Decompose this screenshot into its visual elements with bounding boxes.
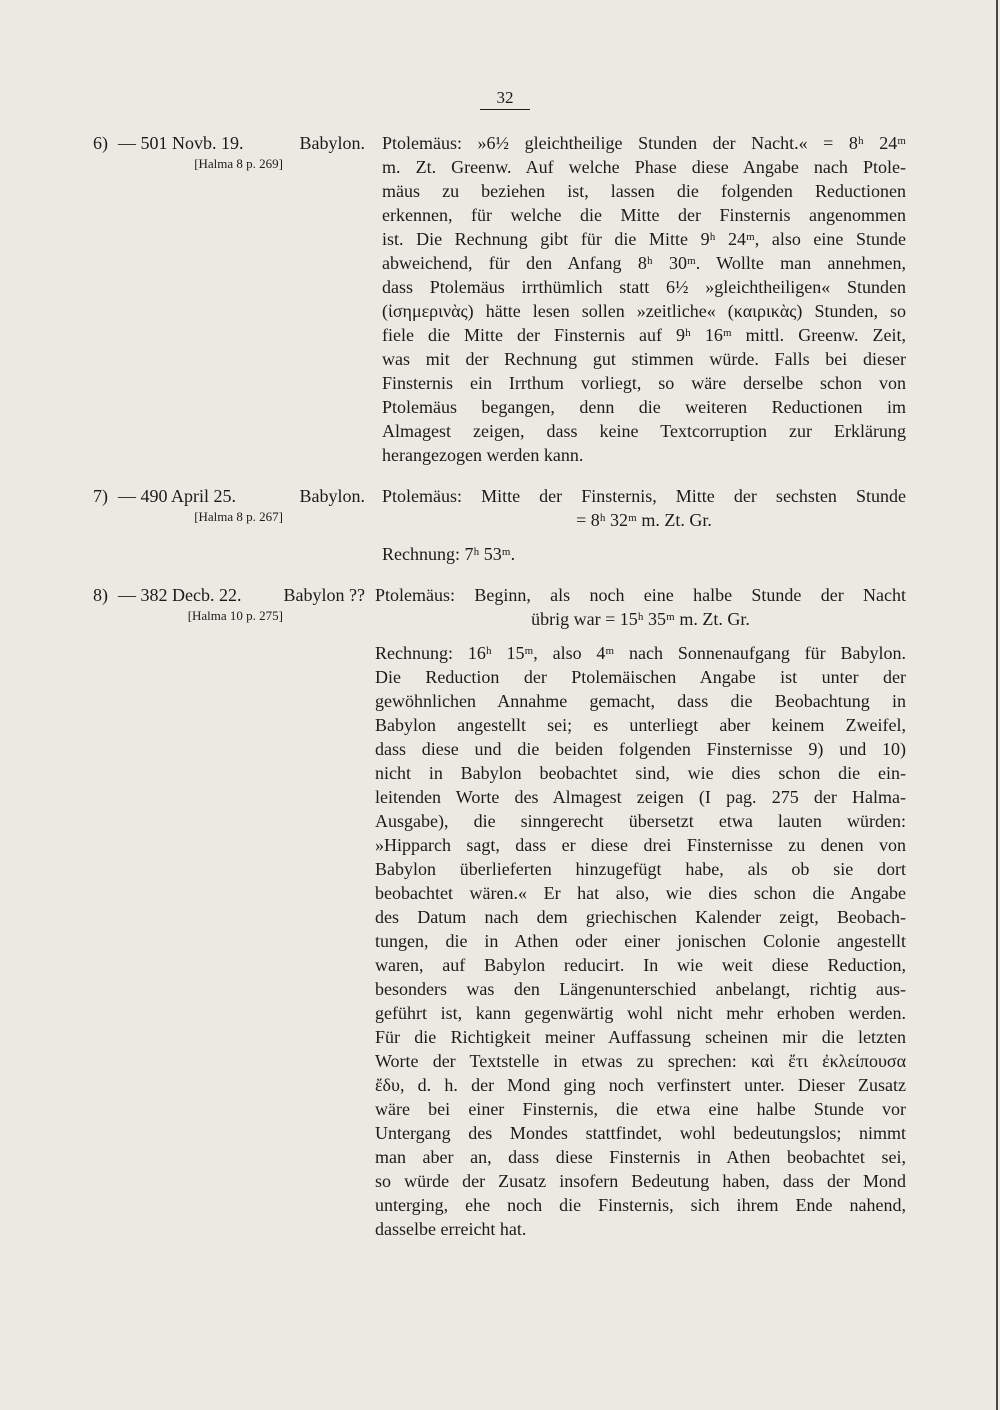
entry-number: 6) bbox=[93, 133, 108, 153]
entry-reference bbox=[93, 484, 365, 526]
text-line: dass diese und die beiden folgenden Finsternisse 9) und 10) bbox=[375, 739, 906, 759]
text-line: Ptolemäus: Beginn, als noch eine halbe Stunde der Nacht bbox=[375, 585, 906, 605]
text-line: abweichend, für den Anfang 8ʰ 30ᵐ. Wollte man annehmen, bbox=[382, 253, 906, 273]
text-line: man aber an, dass diese Finsternis in Athen beobachtet sei, bbox=[375, 1147, 906, 1167]
text-line: Ptolemäus begangen, denn die weiteren Reductionen im bbox=[382, 397, 906, 417]
text-line: dass Ptolemäus irrthümlich statt 6½ »gleichtheiligen« Stunden bbox=[382, 277, 906, 297]
text-line: so würde der Zusatz insofern Bedeutung haben, dass der Mond bbox=[375, 1171, 906, 1191]
entry-place: Babylon. bbox=[299, 133, 365, 153]
text-line: mäus zu beziehen ist, lassen die folgenden Reductionen bbox=[382, 181, 906, 201]
text-line: Ausgabe), die sinngerecht übersetzt etwa lauten würden: bbox=[375, 811, 906, 831]
text-line: Für die Richtigkeit meiner Auffassung scheinen mir die letzten bbox=[375, 1027, 906, 1047]
halma-reference: [Halma 10 p. 275] bbox=[187, 608, 283, 623]
text-line: gewöhnlichen Annahme gemacht, dass die Beobachtung in bbox=[375, 691, 906, 711]
page-number: 32 bbox=[480, 88, 530, 110]
text-line: Almagest zeigen, dass keine Textcorruption zur Erklärung bbox=[382, 421, 906, 441]
entry-date: — 382 Decb. 22. bbox=[118, 585, 242, 605]
text-line: erkennen, für welche die Mitte der Finsternis angenommen bbox=[382, 205, 906, 225]
entry-place: Babylon ?? bbox=[283, 585, 365, 605]
halma-reference: [Halma 8 p. 267] bbox=[194, 509, 283, 524]
text-line: tungen, die in Athen oder einer jonischen Colonie angestellt bbox=[375, 931, 906, 951]
text-line: übrig war = 15ʰ 35ᵐ m. Zt. Gr. bbox=[531, 609, 750, 629]
halma-reference: [Halma 8 p. 269] bbox=[194, 156, 283, 171]
entry-number: 7) bbox=[93, 486, 108, 506]
text-line: waren, auf Babylon reducirt. In wie weit diese Reduction, bbox=[375, 955, 906, 975]
text-line: = 8ʰ 32ᵐ m. Zt. Gr. bbox=[576, 510, 712, 530]
text-line: nicht in Babylon beobachtet sind, wie dies schon die ein- bbox=[375, 763, 906, 783]
text-line: Ptolemäus: »6½ gleichtheilige Stunden der Nacht.« = 8ʰ 24ᵐ bbox=[382, 133, 906, 153]
text-line: ἔδυ, d. h. der Mond ging noch verfinstert unter. Dieser Zusatz bbox=[375, 1075, 906, 1095]
text-line: »Hipparch sagt, dass er diese drei Finsternisse zu denen von bbox=[375, 835, 906, 855]
text-line: des Datum nach dem griechischen Kalender zeigt, Beobach- bbox=[375, 907, 906, 927]
text-line: beobachtet wären.« Er hat also, wie dies schon die Angabe bbox=[375, 883, 906, 903]
entry-number: 8) bbox=[93, 585, 108, 605]
text-line: was mit der Rechnung gut stimmen würde. Falls bei dieser bbox=[382, 349, 906, 369]
page-edge-shadow bbox=[996, 0, 998, 1410]
text-line: Rechnung: 7ʰ 53ᵐ. bbox=[382, 544, 516, 564]
entry-text bbox=[382, 484, 906, 566]
text-line: Die Reduction der Ptolemäischen Angabe ist unter der bbox=[375, 667, 906, 687]
entry-date: — 490 April 25. bbox=[118, 486, 237, 506]
text-line: leitenden Worte des Almagest zeigen (I pag. 275 der Halma- bbox=[375, 787, 906, 807]
text-line: Babylon angestellt sei; es unterliegt aber keinem Zweifel, bbox=[375, 715, 906, 735]
text-line: Worte der Textstelle in etwas zu sprechen: καὶ ἔτι ἐκλείπουσα bbox=[375, 1051, 906, 1071]
entry-date: — 501 Novb. 19. bbox=[118, 133, 244, 153]
text-line: m. Zt. Greenw. Auf welche Phase diese Angabe nach Ptole- bbox=[382, 157, 906, 177]
text-line: besonders was den Längenunterschied anbelangt, richtig aus- bbox=[375, 979, 906, 999]
entry-text bbox=[375, 583, 906, 1241]
text-line: fiele die Mitte der Finsternis auf 9ʰ 16ᵐ mittl. Greenw. Zeit, bbox=[382, 325, 906, 345]
text-line: Babylon überlieferten hinzugefügt habe, als ob sie dort bbox=[375, 859, 906, 879]
text-line: ist. Die Rechnung gibt für die Mitte 9ʰ 24ᵐ, also eine Stunde bbox=[382, 229, 906, 249]
entry-text bbox=[382, 131, 906, 467]
text-line: Rechnung: 16ʰ 15ᵐ, also 4ᵐ nach Sonnenaufgang für Babylon. bbox=[375, 643, 906, 663]
text-line: Ptolemäus: Mitte der Finsternis, Mitte der sechsten Stunde bbox=[382, 486, 906, 506]
text-line: unterging, ehe noch die Finsternis, sich ihrem Ende nahend, bbox=[375, 1195, 906, 1215]
text-line: Finsternis ein Irrthum vorliegt, so wäre derselbe schon von bbox=[382, 373, 906, 393]
text-line: geführt ist, kann gegenwärtig wohl nicht mehr erhoben werden. bbox=[375, 1003, 906, 1023]
text-line: wäre bei einer Finsternis, die etwa eine halbe Stunde vor bbox=[375, 1099, 906, 1119]
text-line: Untergang des Mondes stattfindet, wohl bedeutungslos; nimmt bbox=[375, 1123, 906, 1143]
entry-reference bbox=[93, 131, 365, 173]
text-line: (ἰσημερινὰς) hätte lesen sollen »zeitliche« (καιρικὰς) Stunden, so bbox=[382, 301, 906, 321]
entry-place: Babylon. bbox=[299, 486, 365, 506]
entry-reference bbox=[93, 583, 365, 625]
text-line: dasselbe erreicht hat. bbox=[375, 1219, 527, 1239]
text-line: herangezogen werden kann. bbox=[382, 445, 584, 465]
